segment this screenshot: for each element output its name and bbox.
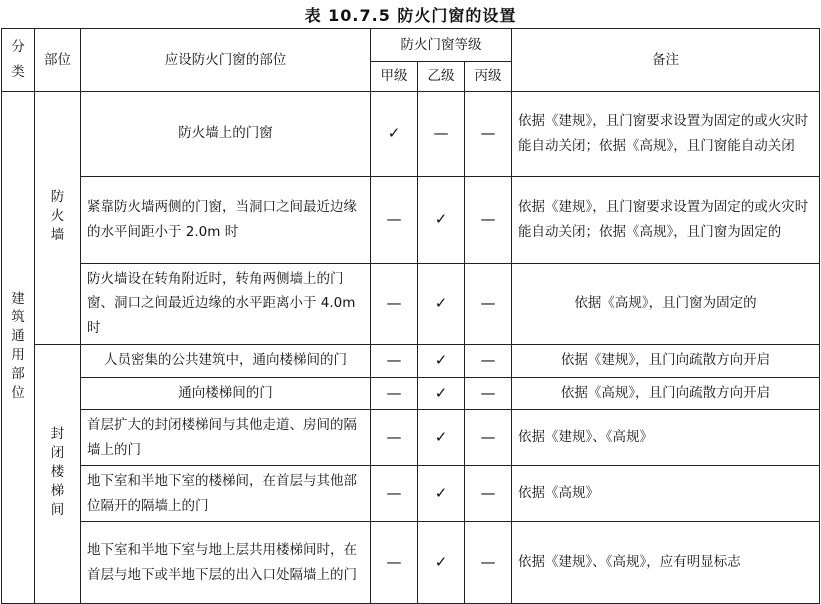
grade-b-mark: ✓ bbox=[418, 344, 465, 377]
header-remark: 备注 bbox=[512, 29, 820, 92]
location-cell: 地下室和半地下室与地上层共用楼梯间时，在首层与地下或半地下层的出入口处隔墙上的门 bbox=[81, 522, 371, 604]
header-part: 部位 bbox=[35, 29, 81, 92]
grade-a-mark: — bbox=[371, 263, 418, 344]
grade-b-mark: ✓ bbox=[418, 522, 465, 604]
section-closed-stair bbox=[35, 344, 81, 604]
grade-b-mark: ✓ bbox=[418, 466, 465, 522]
grade-b-mark: ✓ bbox=[418, 263, 465, 344]
fire-door-window-table bbox=[1, 28, 820, 604]
table-row bbox=[2, 522, 820, 604]
table-row bbox=[2, 91, 820, 176]
table-title: 表 10.7.5 防火门窗的设置 bbox=[304, 6, 517, 25]
grade-c-mark: — bbox=[465, 91, 512, 176]
grade-c-mark: — bbox=[465, 263, 512, 344]
grade-c-mark: — bbox=[465, 344, 512, 377]
remark-cell: 依据《高规》 bbox=[512, 466, 820, 522]
section-fire-wall bbox=[35, 91, 81, 344]
table-row bbox=[2, 466, 820, 522]
grade-c-mark: — bbox=[465, 522, 512, 604]
table-row bbox=[2, 377, 820, 410]
grade-c-mark: — bbox=[465, 176, 512, 263]
header-location: 应设防火门窗的部位 bbox=[81, 29, 371, 92]
location-cell: 人员密集的公共建筑中，通向楼梯间的门 bbox=[81, 344, 371, 377]
grade-c-mark: — bbox=[465, 410, 512, 466]
category-cell bbox=[2, 91, 35, 604]
header-category: 分类 bbox=[2, 29, 35, 92]
remark-cell: 依据《高规》，且门窗为固定的 bbox=[512, 263, 820, 344]
grade-a-mark: ✓ bbox=[371, 91, 418, 176]
remark-cell: 依据《高规》，且门向疏散方向开启 bbox=[512, 377, 820, 410]
location-cell: 通向楼梯间的门 bbox=[81, 377, 371, 410]
grade-c-mark: — bbox=[465, 377, 512, 410]
location-cell: 地下室和半地下室的楼梯间，在首层与其他部位隔开的隔墙上的门 bbox=[81, 466, 371, 522]
table-row bbox=[2, 176, 820, 263]
section-label: 防火墙 bbox=[50, 189, 65, 243]
header-grade-group: 防火门窗等级 bbox=[371, 29, 512, 62]
grade-a-mark: — bbox=[371, 344, 418, 377]
grade-b-mark: ✓ bbox=[418, 410, 465, 466]
grade-b-mark: ✓ bbox=[418, 176, 465, 263]
header-grade-c: 丙级 bbox=[465, 62, 512, 92]
location-cell: 防火墙上的门窗 bbox=[81, 91, 371, 176]
grade-b-mark: — bbox=[418, 91, 465, 176]
header-row-1 bbox=[2, 29, 820, 62]
table-row bbox=[2, 344, 820, 377]
header-grade-a: 甲级 bbox=[371, 62, 418, 92]
grade-a-mark: — bbox=[371, 377, 418, 410]
table-row bbox=[2, 410, 820, 466]
location-cell: 紧靠防火墙两侧的门窗，当洞口之间最近边缘的水平间距小于 2.0m 时 bbox=[81, 176, 371, 263]
location-cell: 防火墙设在转角附近时，转角两侧墙上的门窗、洞口之间最近边缘的水平距离小于 4.0m 时 bbox=[81, 263, 371, 344]
table-row bbox=[2, 263, 820, 344]
remark-cell: 依据《建规》，且门窗要求设置为固定的或火灾时能自动关闭；依据《高规》，且门窗为固定的 bbox=[512, 176, 820, 263]
grade-a-mark: — bbox=[371, 522, 418, 604]
remark-cell: 依据《建规》，且门窗要求设置为固定的或火灾时能自动关闭；依据《高规》，且门窗能自动关闭 bbox=[512, 91, 820, 176]
grade-a-mark: — bbox=[371, 176, 418, 263]
category-label: 建筑通用部位 bbox=[11, 290, 25, 401]
remark-cell: 依据《建规》，且门向疏散方向开启 bbox=[512, 344, 820, 377]
header-grade-b: 乙级 bbox=[418, 62, 465, 92]
remark-cell: 依据《建规》、《高规》，应有明显标志 bbox=[512, 522, 820, 604]
grade-a-mark: — bbox=[371, 466, 418, 522]
grade-c-mark: — bbox=[465, 466, 512, 522]
location-cell: 首层扩大的封闭楼梯间与其他走道、房间的隔墙上的门 bbox=[81, 410, 371, 466]
remark-cell: 依据《建规》、《高规》 bbox=[512, 410, 820, 466]
grade-a-mark: — bbox=[371, 410, 418, 466]
section-label: 封闭楼梯间 bbox=[50, 426, 65, 519]
grade-b-mark: ✓ bbox=[418, 377, 465, 410]
